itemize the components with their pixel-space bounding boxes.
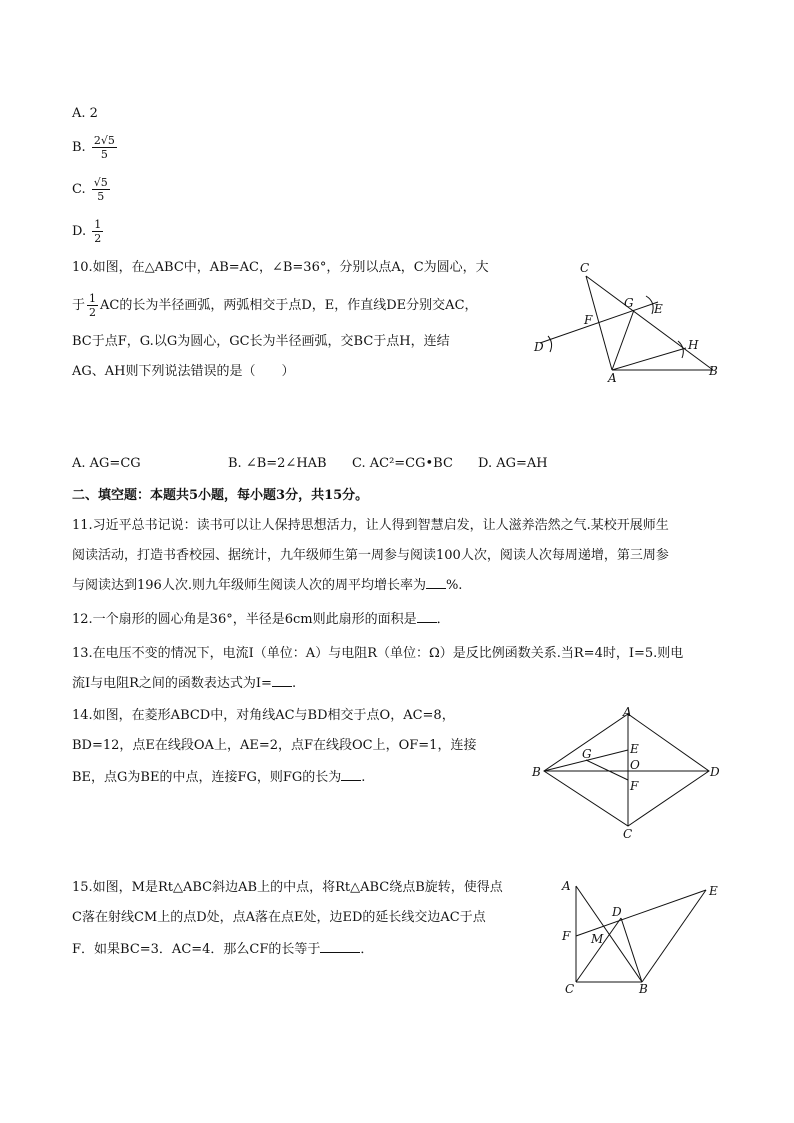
q9-option-a: A. 2	[72, 106, 98, 121]
q14-segment-fg	[586, 760, 628, 780]
q10-arc-d	[548, 336, 552, 352]
q10-label-b: B	[709, 364, 718, 378]
q10-half-fraction: $\frac{1}{2}$	[89, 292, 97, 319]
q15-label-f: F	[562, 929, 571, 943]
q14-line-3: BE，点G为BE的中点，连接FG，则FG的长为 .	[72, 770, 366, 785]
q10-segment-ah	[612, 348, 686, 370]
q15-label-e: E	[709, 884, 718, 898]
q10-label-e: E	[654, 302, 663, 316]
q10-line-4: AG、AH则下列说法错误的是（ ）	[72, 364, 295, 379]
q10-option-a: A. AG=CG	[72, 456, 141, 471]
q10-line-3: BC于点F，G.以G为圆心，GC长为半径画弧，交BC于点H，连结	[72, 334, 450, 349]
q10-line-de	[540, 302, 658, 343]
q10-label-g: G	[624, 296, 634, 310]
q15-line-fe	[576, 890, 706, 936]
q13-answer-blank	[272, 674, 292, 687]
q14-answer-blank	[341, 768, 361, 781]
q13-line-1: 13.在电压不变的情况下，电流I（单位：A）与电阻R（单位：Ω）是反比例函数关系.当R=4时，I=5.则电	[72, 646, 684, 661]
q12-line: 12.一个扇形的圆心角是36°，半径是6cm则此扇形的面积是 ．	[72, 612, 450, 627]
q15-figure	[556, 876, 736, 1000]
q10-side-cb	[586, 276, 713, 370]
q14-line-1: 14.如图，在菱形ABCD中，对角线AC与BD相交于点O，AC=8，	[72, 708, 455, 723]
q14-label-a: A	[623, 705, 632, 719]
q10-option-d: D. AG=AH	[478, 456, 548, 471]
q9-option-c: C. $\frac{√5}{5}$	[72, 176, 108, 203]
q14-label-e: E	[630, 742, 639, 756]
q10-label-h: H	[688, 338, 699, 352]
q14-line-2: BD=12，点E在线段OA上，AE=2，点F在线段OC上，OF=1，连接	[72, 738, 477, 753]
q10-label-d: D	[534, 340, 544, 354]
q15-segment-db	[621, 918, 642, 982]
q14-rhombus-abcd	[544, 714, 709, 826]
q14-label-d: D	[710, 765, 720, 779]
q15-line-1: 15.如图，M是Rt△ABC斜边AB上的中点，将Rt△ABC绕点B旋转，使得点	[72, 880, 503, 895]
q15-label-b: B	[639, 982, 648, 996]
q10-label-a: A	[608, 371, 617, 385]
q11-line-3: 与阅读达到196人次.则九年级师生阅读人次的周平均增长率为 %.	[72, 578, 463, 593]
q9-option-d: D. $\frac{1}{2}$	[72, 218, 102, 245]
q15-side-be	[642, 890, 706, 982]
q10-line-1: 10.如图，在△ABC中，AB=AC，∠B=36°，分别以点A，C为圆心，大	[72, 260, 489, 275]
q10-option-c: C. AC²=CG•BC	[352, 456, 453, 471]
q10-label-c: C	[580, 261, 590, 275]
q14-label-b: B	[532, 765, 541, 779]
q12-answer-blank	[417, 610, 437, 623]
q13-line-2: 流I与电阻R之间的函数表达式为I= .	[72, 676, 297, 691]
q9-option-b-fraction: $\frac{2√5}{5}$	[93, 134, 115, 161]
q15-line-2: C落在射线CM上的点D处，点A落在点E处，边ED的延长线交边AC于点	[72, 910, 486, 925]
q15-answer-blank	[320, 940, 360, 953]
q15-label-m: M	[591, 932, 604, 946]
q15-line-3: F．如果BC=3．AC=4．那么CF的长等于 ．	[72, 942, 374, 957]
q10-line-2: 于 $\frac{1}{2}$ AC的长为半径画弧，两弧相交于点D，E，作直线DE分别交AC，	[72, 292, 478, 319]
q11-answer-blank	[426, 576, 446, 589]
q11-line-1: 11.习近平总书记说：读书可以让人保持思想活力，让人得到智慧启发，让人滋养浩然之气.某校开展师生	[72, 518, 669, 533]
section-2-heading: 二、填空题：本题共5小题，每小题3分，共15分。	[72, 488, 369, 503]
q14-label-g: G	[582, 747, 592, 761]
q10-option-b: B. ∠B=2∠HAB	[228, 456, 327, 471]
q14-label-o: O	[630, 758, 640, 772]
q9-option-b: B. $\frac{2√5}{5}$	[72, 134, 115, 161]
q11-line-2: 阅读活动，打造书香校园、据统计，九年级师生第一周参与阅读100人次，阅读人次每周递增，第三周参	[72, 548, 669, 563]
q10-figure	[528, 258, 728, 388]
q9-option-d-fraction: $\frac{1}{2}$	[94, 218, 102, 245]
q14-label-c: C	[623, 827, 633, 841]
q9-option-c-fraction: $\frac{√5}{5}$	[93, 176, 108, 203]
q10-label-f: F	[584, 313, 593, 327]
q15-label-a: A	[562, 879, 571, 893]
q15-label-d: D	[612, 905, 622, 919]
q14-label-f: F	[630, 779, 639, 793]
q10-segment-ag	[612, 310, 634, 370]
q15-label-c: C	[565, 982, 575, 996]
q14-figure	[524, 702, 724, 842]
